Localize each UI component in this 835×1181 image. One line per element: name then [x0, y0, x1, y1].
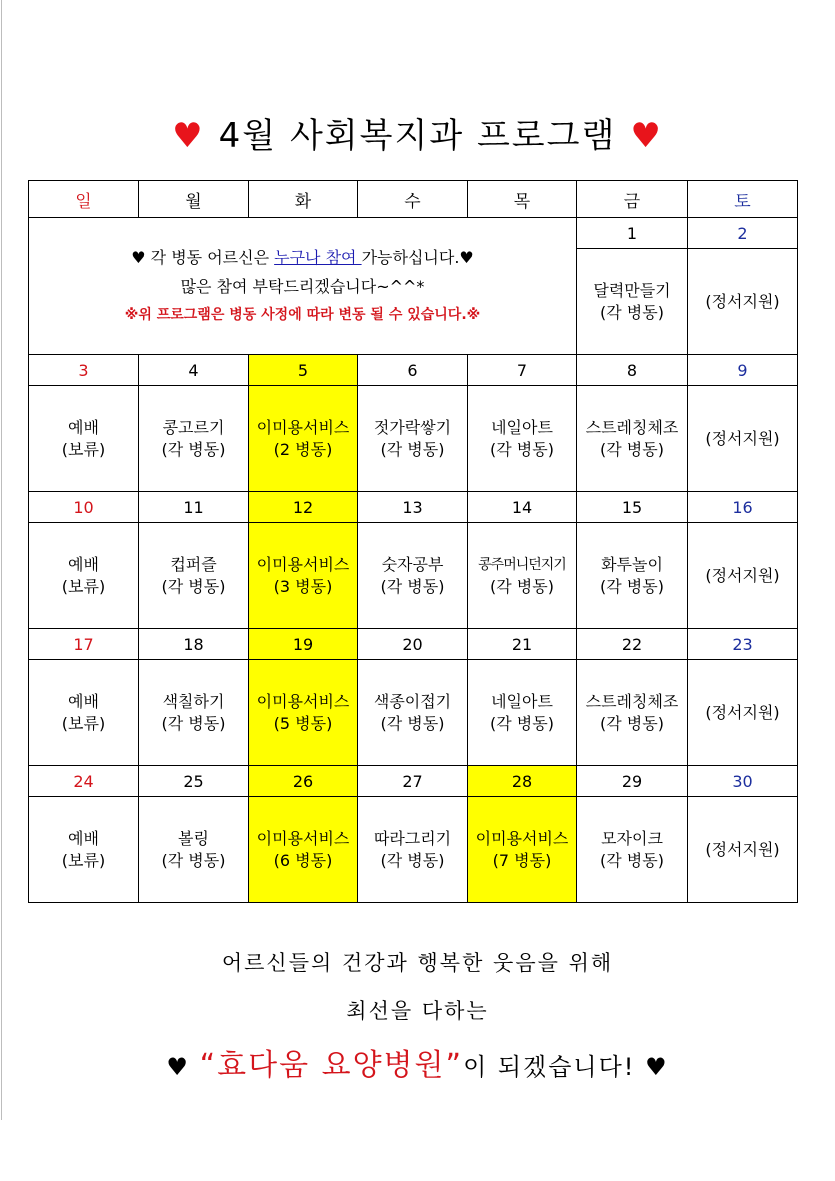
activity-cell: 예배 (보류) [29, 523, 139, 629]
day-number: 19 [249, 629, 358, 660]
activity-cell: 이미용서비스 (7 병동) [468, 797, 577, 903]
activity-cell: 색종이접기 (각 병동) [358, 660, 468, 766]
day-number: 3 [29, 355, 139, 386]
activity-cell: 볼링 (각 병동) [139, 797, 249, 903]
title-text: 4월 사회복지과 프로그램 [218, 116, 617, 156]
activity-cell: (정서지원) [688, 386, 798, 492]
activity-cell: 예배 (보류) [29, 386, 139, 492]
activity-cell: 스트레칭체조 (각 병동) [577, 386, 688, 492]
day-number: 6 [358, 355, 468, 386]
day-number: 26 [249, 766, 358, 797]
heart-icon: ♥ [630, 116, 663, 156]
activity-row [29, 386, 798, 492]
day-number: 30 [688, 766, 798, 797]
day-number: 18 [139, 629, 249, 660]
day-number: 4 [139, 355, 249, 386]
day-number: 24 [29, 766, 139, 797]
day-number-row [29, 355, 798, 386]
activity-cell: (정서지원) [688, 660, 798, 766]
day-number: 2 [688, 218, 798, 249]
activity-cell: 예배 (보류) [29, 660, 139, 766]
day-number: 14 [468, 492, 577, 523]
activity-cell: 화투놀이 (각 병동) [577, 523, 688, 629]
weekday-monday: 월 [139, 181, 249, 218]
weekday-thursday: 목 [468, 181, 577, 218]
weekday-saturday: 토 [688, 181, 798, 218]
activity-cell: 숫자공부 (각 병동) [358, 523, 468, 629]
activity-cell: 스트레칭체조 (각 병동) [577, 660, 688, 766]
weekday-tuesday: 화 [249, 181, 358, 218]
activity-cell: 예배 (보류) [29, 797, 139, 903]
day-number: 12 [249, 492, 358, 523]
activity-cell: 모자이크 (각 병동) [577, 797, 688, 903]
activity-cell: 컵퍼즐 (각 병동) [139, 523, 249, 629]
activity-cell: 콩고르기 (각 병동) [139, 386, 249, 492]
weekday-sunday: 일 [29, 181, 139, 218]
notice-underlined-text: 누구나 참여 [274, 247, 362, 267]
activity-cell: 따라그리기 (각 병동) [358, 797, 468, 903]
day-number: 9 [688, 355, 798, 386]
activity-cell: 젓가락쌓기 (각 병동) [358, 386, 468, 492]
day-number-row [29, 492, 798, 523]
day-number: 13 [358, 492, 468, 523]
day-number: 17 [29, 629, 139, 660]
hospital-name: “효다움 요양병원” [199, 1048, 464, 1083]
day-number: 23 [688, 629, 798, 660]
day-number: 20 [358, 629, 468, 660]
day-number-row [29, 218, 798, 249]
day-number: 5 [249, 355, 358, 386]
activity-cell: 이미용서비스 (3 병동) [249, 523, 358, 629]
activity-cell: (정서지원) [688, 523, 798, 629]
weekday-friday: 금 [577, 181, 688, 218]
day-number: 29 [577, 766, 688, 797]
day-number: 28 [468, 766, 577, 797]
notice-line-2: 많은 참여 부탁드리겠습니다~^^* [180, 276, 425, 296]
heart-icon: ♥ [166, 1053, 190, 1081]
day-number: 22 [577, 629, 688, 660]
day-number: 27 [358, 766, 468, 797]
day-number: 7 [468, 355, 577, 386]
activity-cell: 콩주머니던지기 (각 병동) [468, 523, 577, 629]
activity-cell: 네일아트 (각 병동) [468, 660, 577, 766]
activity-cell: 네일아트 (각 병동) [468, 386, 577, 492]
notice-line-1: ♥ 각 병동 어르신은 누구나 참여 가능하십니다.♥ [131, 247, 474, 267]
weekday-header-row [29, 181, 798, 218]
activity-row [29, 523, 798, 629]
activity-cell: 달력만들기 (각 병동) [577, 249, 688, 355]
notice-box [29, 218, 577, 355]
day-number: 25 [139, 766, 249, 797]
weekday-wednesday: 수 [358, 181, 468, 218]
activity-cell: (정서지원) [688, 249, 798, 355]
activity-row [29, 660, 798, 766]
activity-row [29, 797, 798, 903]
calendar-table [28, 180, 798, 903]
notice-line-3: ※위 프로그램은 병동 사정에 따라 변동 될 수 있습니다.※ [124, 306, 481, 323]
day-number-row [29, 766, 798, 797]
day-number: 10 [29, 492, 139, 523]
heart-icon: ♥ [172, 116, 205, 156]
day-number: 21 [468, 629, 577, 660]
footer-suffix: 이 되겠습니다! [463, 1053, 636, 1081]
page-title [0, 108, 835, 157]
footer-line-2: 최선을 다하는 [346, 999, 489, 1023]
activity-cell: 이미용서비스 (6 병동) [249, 797, 358, 903]
footer-line-1: 어르신들의 건강과 행복한 웃음을 위해 [221, 951, 614, 975]
day-number-row [29, 629, 798, 660]
activity-cell: 색칠하기 (각 병동) [139, 660, 249, 766]
day-number: 15 [577, 492, 688, 523]
day-number: 8 [577, 355, 688, 386]
activity-cell: 이미용서비스 (5 병동) [249, 660, 358, 766]
day-number: 16 [688, 492, 798, 523]
footer-line-3 [0, 1040, 835, 1084]
day-number: 1 [577, 218, 688, 249]
activity-cell: (정서지원) [688, 797, 798, 903]
heart-icon: ♥ [645, 1053, 669, 1081]
day-number: 11 [139, 492, 249, 523]
activity-cell: 이미용서비스 (2 병동) [249, 386, 358, 492]
